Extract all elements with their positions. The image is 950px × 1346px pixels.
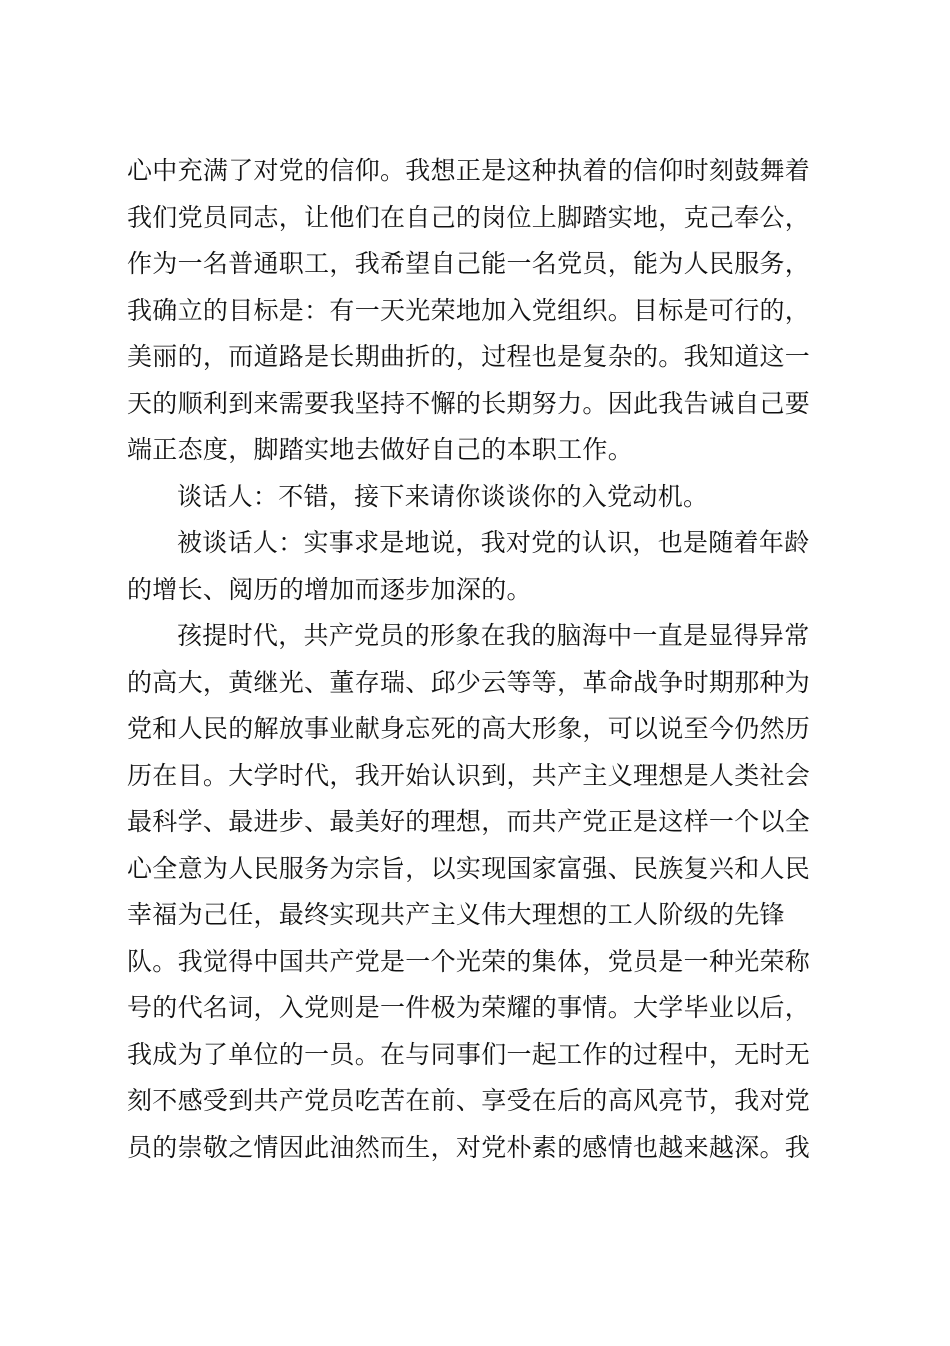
text-line: 幸福为己任，最终实现共产主义伟大理想的工人阶级的先锋 — [127, 900, 785, 929]
document-body — [127, 148, 827, 1171]
text-line: 心中充满了对党的信仰。我想正是这种执着的信仰时刻鼓舞着 — [127, 156, 811, 185]
interviewer-line: 谈话人：不错，接下来请你谈谈你的入党动机。 — [177, 481, 709, 511]
text-line: 党和人民的解放事业献身忘死的高大形象，可以说至今仍然历 — [127, 714, 811, 743]
paragraph-start-line: 孩提时代，共产党员的形象在我的脑海中一直是显得异常 — [177, 621, 810, 650]
text-line: 队。我觉得中国共产党是一个光荣的集体，党员是一种光荣称 — [127, 946, 811, 976]
interviewee-line: 被谈话人：实事求是地说，我对党的认识，也是随着年龄 — [177, 528, 810, 557]
text-line: 的增长、阅历的增加而逐步加深的。 — [127, 574, 532, 604]
text-line: 我们党员同志，让他们在自己的岗位上脚踏实地，克己奉公， — [127, 202, 811, 232]
text-line: 最科学、最进步、最美好的理想，而共产党正是这样一个以全 — [127, 807, 811, 836]
text-line: 我成为了单位的一员。在与同事们一起工作的过程中，无时无 — [127, 1039, 811, 1069]
text-line: 号的代名词，入党则是一件极为荣耀的事情。大学毕业以后， — [127, 993, 811, 1022]
text-line: 刻不感受到共产党员吃苦在前、享受在后的高风亮节，我对党 — [127, 1086, 811, 1115]
text-line: 我确立的目标是：有一天光荣地加入党组织。目标是可行的， — [127, 295, 811, 325]
text-line: 美丽的，而道路是长期曲折的，过程也是复杂的。我知道这一 — [127, 342, 811, 371]
text-line: 历在目。大学时代，我开始认识到，共产主义理想是人类社会 — [127, 760, 811, 790]
text-line: 心全意为人民服务为宗旨，以实现国家富强、民族复兴和人民 — [127, 853, 811, 883]
text-line: 员的崇敬之情因此油然而生，对党朴素的感情也越来越深。我 — [127, 1132, 811, 1162]
text-line: 的高大，黄继光、董存瑞、邱少云等等，革命战争时期那种为 — [127, 667, 811, 697]
text-line: 端正态度，脚踏实地去做好自己的本职工作。 — [127, 435, 634, 464]
text-line: 作为一名普通职工，我希望自己能一名党员，能为人民服务， — [127, 249, 811, 278]
text-line: 天的顺利到来需要我坚持不懈的长期努力。因此我告诫自己要 — [127, 388, 811, 418]
